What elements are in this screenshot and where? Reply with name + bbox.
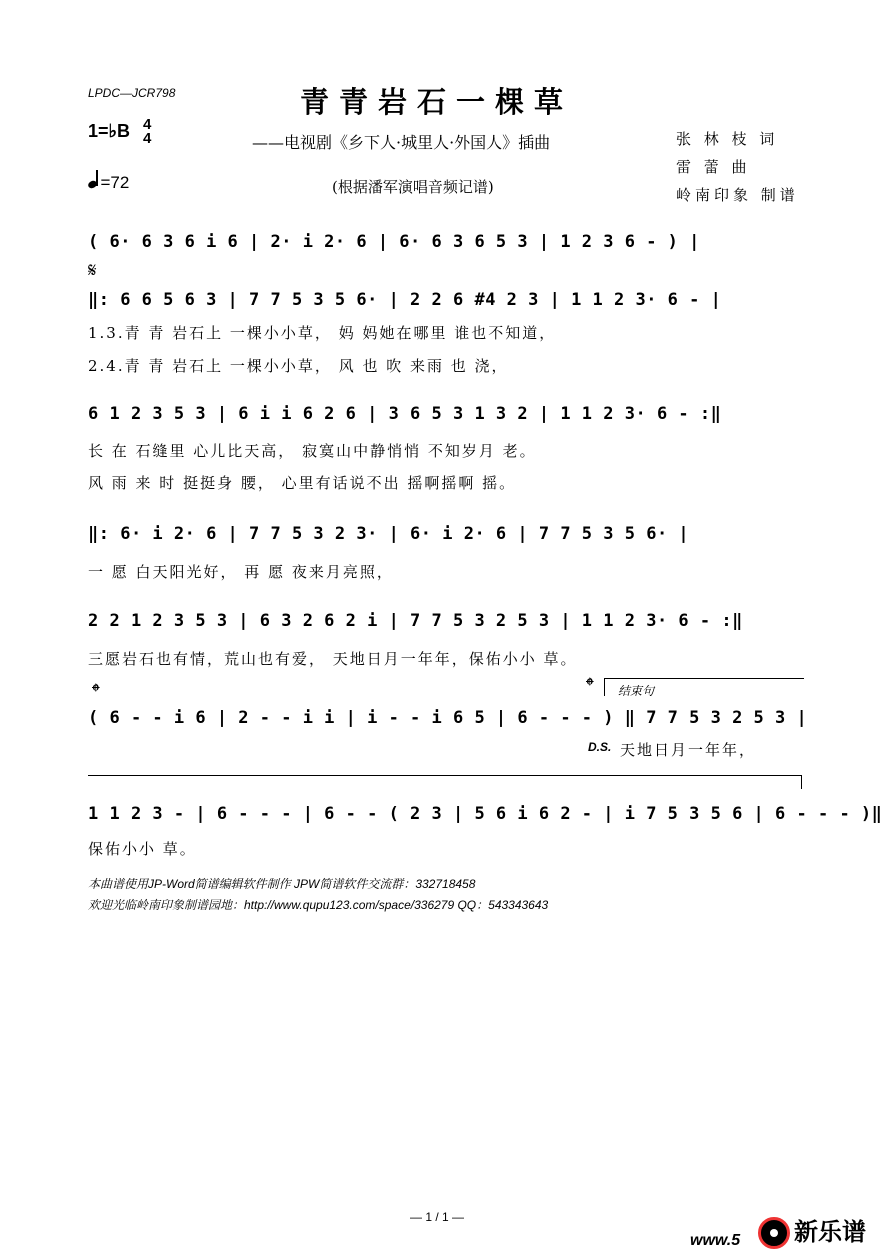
- tie-line: [88, 775, 802, 776]
- time-bottom: 4: [143, 130, 152, 147]
- page-number: — 1 / 1 —: [410, 1210, 465, 1224]
- tie-line-end: [801, 775, 802, 789]
- score-line-5: 2 2 1 2 3 5 3 | 6 3 2 6 2 i | 7 7 5 3 2 5 3 | 1 1 2 3· 6 - :‖: [88, 611, 743, 631]
- key-label: 1=♭B: [88, 120, 131, 141]
- ending-bracket: [604, 678, 804, 679]
- song-title: 青青岩石一棵草: [300, 85, 574, 119]
- source-note: (根据潘军演唱音频记谱): [332, 178, 494, 196]
- score-line-3: 6 1 2 3 5 3 | 6 i i 6 2 6 | 3 6 5 3 1 3 2 | 1 1 2 3· 6 - :‖: [88, 404, 722, 424]
- lyric-line-2a: 1.3.青 青 岩石上 一棵小小草， 妈 妈她在哪里 谁也不知道，: [88, 324, 557, 342]
- lyric-line-3b: 风 雨 来 时 挺挺身 腰， 心里有话说不出 摇啊摇啊 摇。: [88, 474, 517, 492]
- ending-bracket-left: [604, 678, 605, 696]
- lyric-line-6: 天地日月一年年，: [620, 741, 757, 759]
- lyricist: 张 林 枝 词: [676, 130, 779, 148]
- watermark-url: www.5: [690, 1232, 741, 1249]
- coda-icon-end: 𝄌: [586, 674, 594, 699]
- record-disc-icon: [758, 1217, 790, 1249]
- composer: 雷 蕾 曲: [676, 158, 751, 176]
- score-code: LPDC—JCR798: [88, 86, 176, 100]
- ending-label: 结束句: [618, 684, 655, 698]
- score-line-2: ‖: 6 6 5 6 3 | 7 7 5 3 5 6· | 2 2 6 #4 2 3 | 1 1 2 3· 6 - |: [88, 290, 722, 310]
- lyric-line-3a: 长 在 石缝里 心儿比天高， 寂寞山中静悄悄 不知岁月 老。: [88, 442, 537, 460]
- subtitle: ——电视剧《乡下人·城里人·外国人》插曲: [252, 133, 551, 152]
- lyric-line-7: 保佑小小 草。: [88, 840, 197, 858]
- footer-line-2: 欢迎光临岭南印象制谱园地：http://www.qupu123.com/space/336279 QQ：543343643: [88, 898, 549, 912]
- site-logo: [758, 1212, 866, 1249]
- tempo-marking: [88, 172, 129, 193]
- score-line-6: ( 6 - - i 6 | 2 - - i i | i - - i 6 5 | 6 - - - ) ‖ 7 7 5 3 2 5 3 |: [88, 708, 808, 728]
- footer-line-1: 本曲谱使用JP-Word简谱编辑软件制作 JPW简谱软件交流群：332718458: [88, 877, 476, 891]
- score-line-1: ( 6· 6 3 6 i 6 | 2· i 2· 6 | 6· 6 3 6 5 3 | 1 2 3 6 - ) |: [88, 232, 700, 252]
- tempo-value: =72: [100, 173, 130, 192]
- key-signature: [88, 118, 151, 146]
- coda-icon: 𝄌: [92, 680, 100, 705]
- score-line-4: ‖: 6· i 2· 6 | 7 7 5 3 2 3· | 6· i 2· 6 | 7 7 5 3 5 6· |: [88, 524, 690, 544]
- time-top: 4: [143, 116, 152, 133]
- time-signature: [143, 118, 151, 146]
- logo-text: 新乐谱: [794, 1218, 866, 1246]
- score-line-7: 1 1 2 3 - | 6 - - - | 6 - - ( 2 3 | 5 6 i 6 2 - | i 7 5 3 5 6 | 6 - - - )‖: [88, 804, 883, 824]
- ds-marking: D.S.: [588, 740, 612, 754]
- segno-icon: 𝄋: [88, 258, 97, 282]
- lyric-line-4: 一 愿 白天阳光好， 再 愿 夜来月亮照，: [88, 563, 394, 581]
- arranger: 岭南印象 制谱: [676, 186, 799, 204]
- lyric-line-2b: 2.4.青 青 岩石上 一棵小小草， 风 也 吹 来雨 也 浇，: [88, 357, 509, 375]
- lyric-line-5: 三愿岩石也有情，荒山也有爱， 天地日月一年年，保佑小小 草。: [88, 650, 578, 668]
